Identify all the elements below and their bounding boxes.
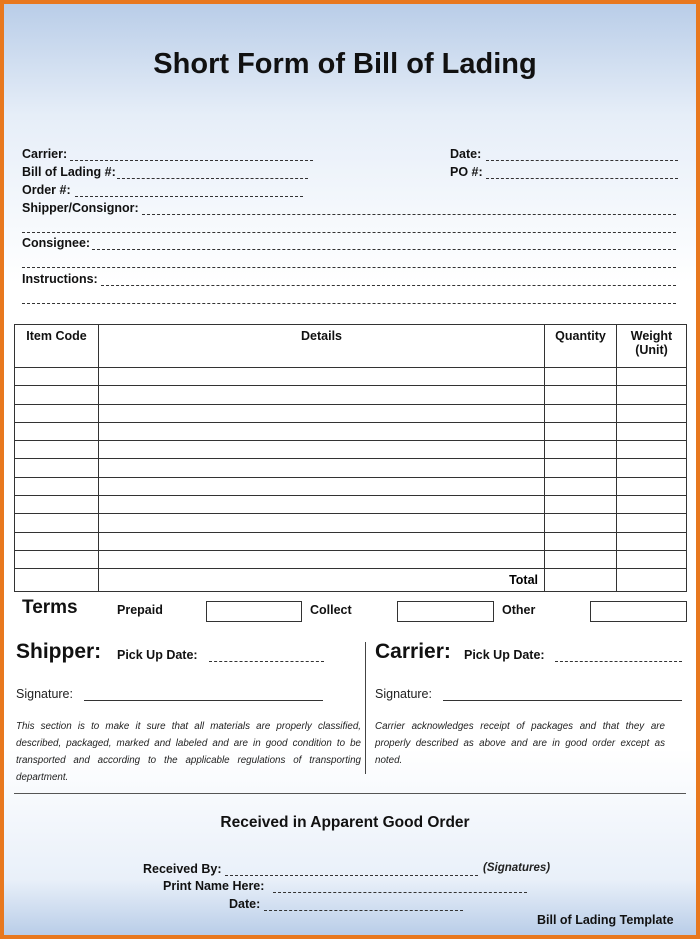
table-row [15, 368, 687, 386]
table-cell[interactable] [617, 550, 687, 568]
table-cell[interactable] [15, 422, 99, 440]
table-cell[interactable] [99, 422, 545, 440]
table-cell[interactable] [545, 532, 617, 550]
table-cell[interactable] [99, 550, 545, 568]
table-row [15, 532, 687, 550]
received-date-label: Date: [229, 897, 261, 911]
column-header-item-code: Item Code [15, 325, 99, 368]
table-cell[interactable] [545, 496, 617, 514]
table-cell[interactable] [99, 368, 545, 386]
total-weight-cell[interactable] [617, 569, 687, 592]
signatures-note: (Signatures) [483, 862, 551, 874]
shipper-signature-label: Signature: [16, 687, 73, 701]
table-cell[interactable] [15, 441, 99, 459]
table-cell[interactable] [617, 459, 687, 477]
table-cell[interactable] [617, 477, 687, 495]
table-cell[interactable] [99, 386, 545, 404]
table-row [15, 477, 687, 495]
prepaid-box[interactable] [206, 601, 302, 622]
carrier-pickup-label: Pick Up Date: [464, 648, 545, 662]
table-cell[interactable] [545, 459, 617, 477]
table-cell[interactable] [15, 477, 99, 495]
terms-heading: Terms [22, 597, 78, 618]
table-cell[interactable] [15, 386, 99, 404]
table-header-row [15, 325, 687, 368]
instructions-field-line2[interactable] [22, 303, 676, 304]
total-row [15, 569, 687, 592]
table-row [15, 422, 687, 440]
table-row [15, 514, 687, 532]
carrier-signature-label: Signature: [375, 687, 432, 701]
shipper-consignor-label: Shipper/Consignor: [22, 201, 139, 215]
received-by-field[interactable] [225, 875, 478, 876]
table-row [15, 550, 687, 568]
table-cell[interactable] [545, 441, 617, 459]
shipper-pickup-field[interactable] [209, 661, 324, 662]
po-label: PO #: [450, 165, 483, 179]
table-row [15, 404, 687, 422]
table-cell[interactable] [15, 404, 99, 422]
table-cell[interactable] [617, 422, 687, 440]
carrier-label: Carrier: [22, 147, 68, 161]
instructions-label: Instructions: [22, 272, 98, 286]
items-table [14, 324, 687, 592]
total-label: Total [99, 569, 545, 592]
date-field[interactable] [486, 160, 678, 161]
footer-label: Bill of Lading Template [537, 913, 674, 927]
order-field[interactable] [75, 196, 303, 197]
date-label: Date: [450, 147, 482, 161]
carrier-signature-field[interactable] [443, 700, 682, 701]
table-cell[interactable] [545, 368, 617, 386]
table-row [15, 459, 687, 477]
section-rule [14, 793, 686, 794]
table-row [15, 386, 687, 404]
table-cell[interactable] [545, 422, 617, 440]
consignee-label: Consignee: [22, 236, 91, 250]
table-cell[interactable] [15, 368, 99, 386]
table-cell[interactable] [617, 496, 687, 514]
table-cell[interactable] [545, 386, 617, 404]
consignee-field[interactable] [92, 249, 676, 250]
column-header-quantity: Quantity [545, 325, 617, 368]
shipper-heading: Shipper: [16, 640, 102, 663]
print-name-field[interactable] [273, 892, 527, 893]
prepaid-label: Prepaid [117, 603, 163, 617]
table-cell[interactable] [15, 532, 99, 550]
received-date-field[interactable] [264, 910, 463, 911]
received-by-label: Received By: [143, 862, 222, 876]
table-cell[interactable] [545, 404, 617, 422]
carrier-pickup-field[interactable] [555, 661, 682, 662]
shipper-consignor-field-line2[interactable] [22, 232, 676, 233]
instructions-field[interactable] [101, 285, 676, 286]
table-cell[interactable] [15, 514, 99, 532]
table-row [15, 496, 687, 514]
column-header-weight: Weight (Unit) [617, 325, 687, 368]
table-cell[interactable] [15, 569, 99, 592]
print-name-label: Print Name Here: [163, 879, 265, 893]
bol-label: Bill of Lading #: [22, 165, 116, 179]
table-cell[interactable] [545, 477, 617, 495]
shipper-pickup-label: Pick Up Date: [117, 648, 198, 662]
carrier-field[interactable] [70, 160, 313, 161]
consignee-field-line2[interactable] [22, 267, 676, 268]
table-cell[interactable] [617, 514, 687, 532]
table-cell[interactable] [545, 550, 617, 568]
table-cell[interactable] [99, 404, 545, 422]
total-quantity-cell[interactable] [545, 569, 617, 592]
shipper-consignor-field[interactable] [142, 214, 676, 215]
bol-field[interactable] [117, 178, 308, 179]
table-cell[interactable] [99, 532, 545, 550]
shipper-signature-field[interactable] [84, 700, 323, 701]
table-cell[interactable] [99, 441, 545, 459]
table-cell[interactable] [617, 368, 687, 386]
table-cell[interactable] [99, 477, 545, 495]
table-cell[interactable] [99, 514, 545, 532]
section-divider [365, 642, 366, 774]
shipper-note: This section is to make it sure that all materials are properly classified, described, packaged, marked and labeled and are in good condition to be transported and according to the applicable regulations of transporting department. [16, 721, 361, 783]
other-box[interactable] [590, 601, 687, 622]
table-cell[interactable] [99, 459, 545, 477]
form-title: Short Form of Bill of Lading [153, 48, 537, 80]
table-cell[interactable] [617, 404, 687, 422]
table-row [15, 441, 687, 459]
collect-label: Collect [310, 603, 352, 617]
carrier-note: Carrier acknowledges receipt of packages and that they are properly described as above and are in good order except as noted. [375, 721, 665, 766]
order-label: Order #: [22, 183, 71, 197]
table-body [15, 368, 687, 592]
table-cell[interactable] [545, 514, 617, 532]
table-cell[interactable] [15, 550, 99, 568]
table-cell[interactable] [617, 532, 687, 550]
column-header-details: Details [99, 325, 545, 368]
table-cell[interactable] [617, 441, 687, 459]
table-cell[interactable] [15, 459, 99, 477]
table-cell[interactable] [99, 496, 545, 514]
other-label: Other [502, 603, 536, 617]
carrier-heading: Carrier: [375, 640, 451, 663]
po-field[interactable] [486, 178, 678, 179]
table-cell[interactable] [617, 386, 687, 404]
received-heading: Received in Apparent Good Order [220, 814, 470, 831]
collect-box[interactable] [397, 601, 494, 622]
table-cell[interactable] [15, 496, 99, 514]
